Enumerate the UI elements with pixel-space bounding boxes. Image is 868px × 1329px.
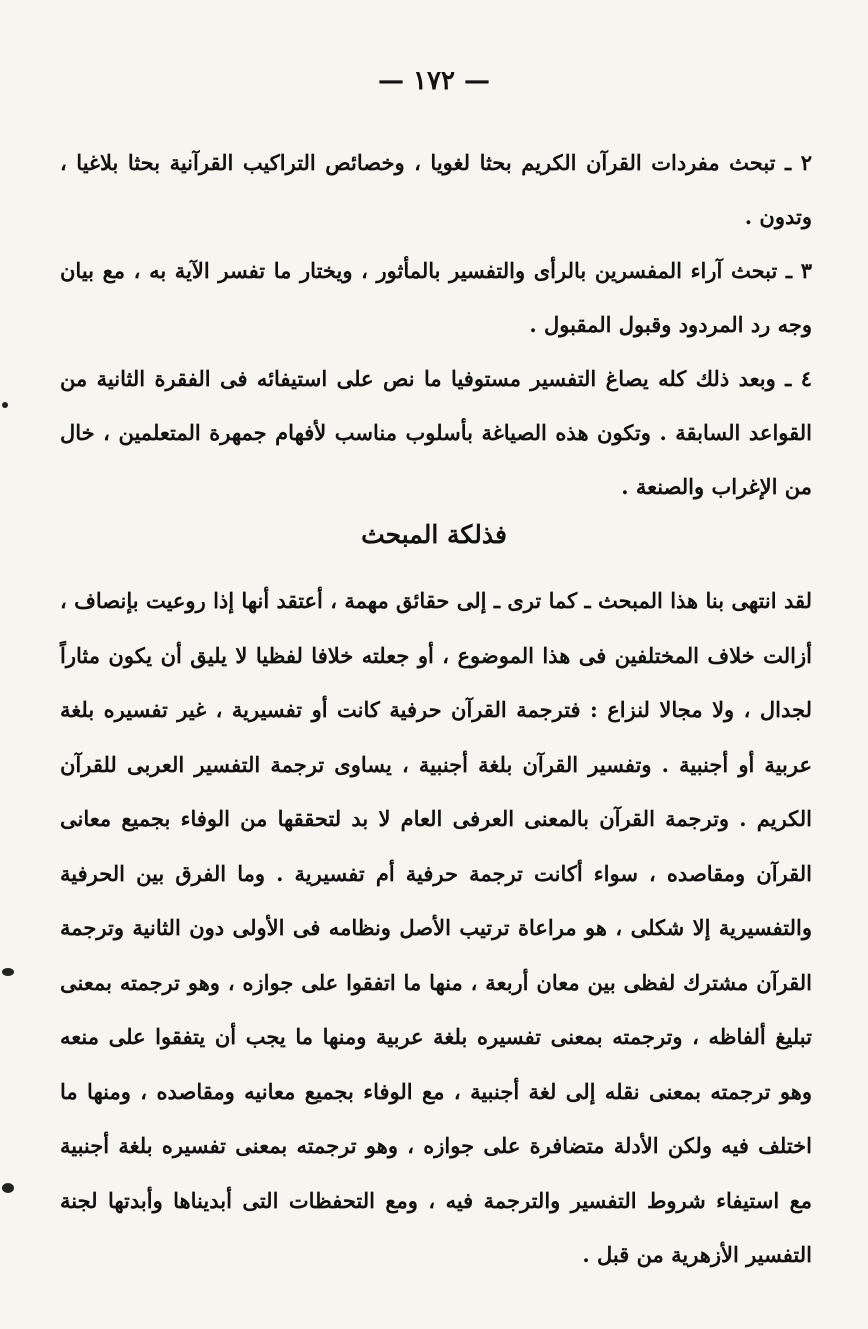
list-item-4: ٤ ـ وبعد ذلك كله يصاغ التفسير مستوفيا ما نص على استيفائه فى الفقرة الثانية من القواعد السابقة . وتكون هذه الصياغة بأسلوب مناسب لأفهام جمهرة المتعلمين ، خال من الإغراب والصنعة . [60,366,812,499]
page-number: — ١٧٢ — [377,66,491,96]
margin-dot [2,402,8,408]
numbered-list [60,136,812,514]
list-item-3: ٣ ـ تبحث آراء المفسرين بالرأى والتفسير بالمأثور ، ويختار ما تفسر الآية به ، مع بيان وجه رد المردود وقبول المقبول . [60,258,812,337]
margin-dot [2,1183,14,1193]
conclusion-paragraph: لقد انتهى بنا هذا المبحث ـ كما ترى ـ إلى حقائق مهمة ، أعتقد أنها إذا روعيت بإنصاف ، أزالت خلاف المختلفين فى هذا الموضوع ، أو جعلته خلافا لفظيا لا يليق أن يكون مثاراً لجدال ، ولا مجالا لنزاع : فترجمة القرآن حرفية كانت أو تفسيرية ، غير تفسيره بلغة عربية أو أجنبية . وتفسير القرآن بلغة أجنبية ، يساوى ترجمة التفسير العربى للقرآن الكريم . وترجمة القرآن بالمعنى العرفى العام لا بد لتحققها من الوفاء بجميع معانى القرآن ومقاصده ، سواء أكانت ترجمة حرفية أم تفسيرية . وما الفرق بين الحرفية والتفسيرية إلا شكلى ، هو مراعاة ترتيب الأصل ونظامه فى الأولى دون الثانية وترجمة القرآن مشترك لفظى بين معان أربعة ، منها ما اتفقوا على جوازه ، وهو ترجمته بمعنى تبليغ ألفاظه ، وترجمته بمعنى تفسيره بلغة عربية ومنها ما يجب أن يتفقوا على منعه وهو ترجمته بمعنى نقله إلى لغة أجنبية ، مع الوفاء بجميع معانيه ومقاصده ، ومنها ما اختلف فيه ولكن الأدلة متضافرة على جوازه ، وهو ترجمته بمعنى تفسيره بلغة أجنبية مع استيفاء شروط التفسير والترجمة فيه ، ومع التحفظات التى أبديناها وأبدتها لجنة التفسير الأزهرية من قبل . [60,588,812,1267]
list-item-2: ٢ ـ تبحث مفردات القرآن الكريم بحثا لغويا ، وخصائص التراكيب القرآنية بحثا بلاغيا ، وتدون . [60,150,812,229]
margin-dot [2,968,14,976]
section-heading: فذلكة المبحث [361,520,507,549]
